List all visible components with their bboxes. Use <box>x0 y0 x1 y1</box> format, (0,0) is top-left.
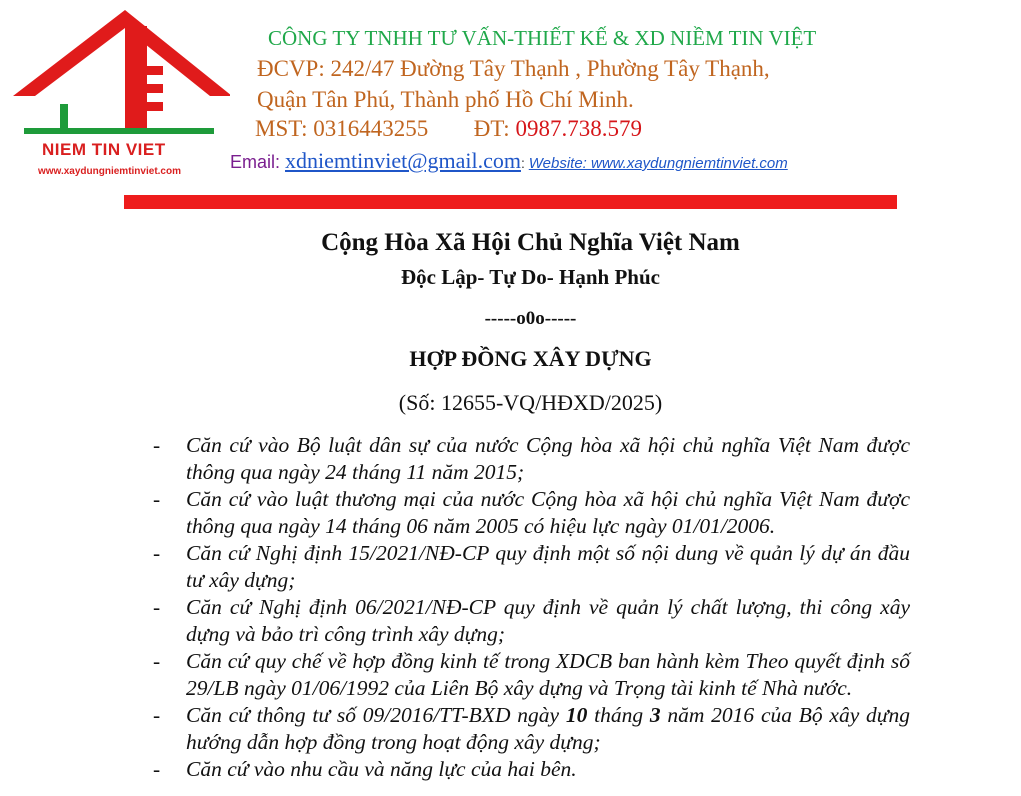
logo-website: www.xaydungniemtinviet.com <box>38 166 181 177</box>
list-item <box>150 594 910 648</box>
list-item <box>150 540 910 594</box>
list-dash: - <box>153 757 161 781</box>
clause-month: 3 <box>649 703 661 727</box>
company-name: CÔNG TY TNHH TƯ VẤN-THIẾT KẾ & XD NIỀM TIN VIỆT <box>268 26 817 50</box>
contract-number: (Số: 12655-VQ/HĐXD/2025) <box>398 390 663 415</box>
company-address-line1: ĐCVP: 242/47 Đường Tây Thạnh , Phường Tây Thạnh, <box>257 56 770 81</box>
email-link[interactable]: xdniemtinviet@gmail.com <box>285 148 521 173</box>
website-link[interactable]: Website: www.xaydungniemtinviet.com <box>528 155 788 172</box>
clause-text: Căn cứ vào luật thương mại của nước Cộng hòa xã hội chủ nghĩa Việt Nam được thông qua ngày 14 tháng 06 năm 2005 có hiệu lực ngày 01/01/2006. <box>186 487 910 538</box>
list-dash: - <box>153 595 161 619</box>
company-contact <box>230 148 788 174</box>
legal-basis-list <box>150 432 910 783</box>
list-item <box>150 756 910 783</box>
company-tax-phone <box>255 116 642 142</box>
list-item <box>150 702 910 756</box>
nation-heading: Cộng Hòa Xã Hội Chủ Nghĩa Việt Nam <box>321 229 740 256</box>
clause-day: 10 <box>565 703 588 727</box>
list-dash: - <box>153 433 161 457</box>
clause-text-part: Căn cứ thông tư số 09/2016/TT-BXD ngày <box>186 703 566 727</box>
company-address-line2: Quận Tân Phú, Thành phố Hồ Chí Minh. <box>257 87 634 112</box>
list-item <box>150 486 910 540</box>
header-divider-bar <box>124 195 897 209</box>
clause-text-part: năm 2016 của Bộ xây dựng hướng dẫn hợp đồng trong hoạt động xây dựng; <box>186 703 911 754</box>
clause-text: Căn cứ Nghị định 06/2021/NĐ-CP quy định về quản lý chất lượng, thi công xây dựng và bảo trì công trình xây dựng; <box>186 595 910 646</box>
tax-code: MST: 0316443255 <box>255 116 429 141</box>
clause-text: Căn cứ Nghị định 15/2021/NĐ-CP quy định một số nội dung về quản lý dự án đầu tư xây dựng; <box>186 541 910 592</box>
clause-text-part: tháng <box>587 703 650 727</box>
list-dash: - <box>153 541 161 565</box>
list-dash: - <box>153 649 161 673</box>
email-label: Email: <box>230 152 286 172</box>
clause-text: Căn cứ vào Bộ luật dân sự của nước Cộng hòa xã hội chủ nghĩa Việt Nam được thông qua ngày 24 tháng 11 năm 2015; <box>186 433 910 484</box>
list-item <box>150 432 910 486</box>
list-item <box>150 648 910 702</box>
motto-heading: Độc Lập- Tự Do- Hạnh Phúc <box>400 265 660 289</box>
clause-text: Căn cứ quy chế về hợp đồng kinh tế trong XDCB ban hành kèm Theo quyết định số 29/LB ngày 01/06/1992 của Liên Bộ xây dựng và Trọng tài kinh tế Nhà nước. <box>186 649 910 700</box>
house-logo-icon <box>10 8 230 188</box>
contract-title: HỢP ĐỒNG XÂY DỰNG <box>409 346 652 371</box>
clause-text: Căn cứ vào nhu cầu và năng lực của hai bên. <box>186 757 577 781</box>
phone-number: 0987.738.579 <box>515 116 642 141</box>
logo-brand: NIEM TIN VIET <box>42 140 166 159</box>
phone-label: ĐT: <box>473 116 516 141</box>
list-dash: - <box>153 703 161 727</box>
contact-separator: : <box>520 155 529 171</box>
list-dash: - <box>153 487 161 511</box>
heading-divider: -----o0o----- <box>484 308 577 329</box>
